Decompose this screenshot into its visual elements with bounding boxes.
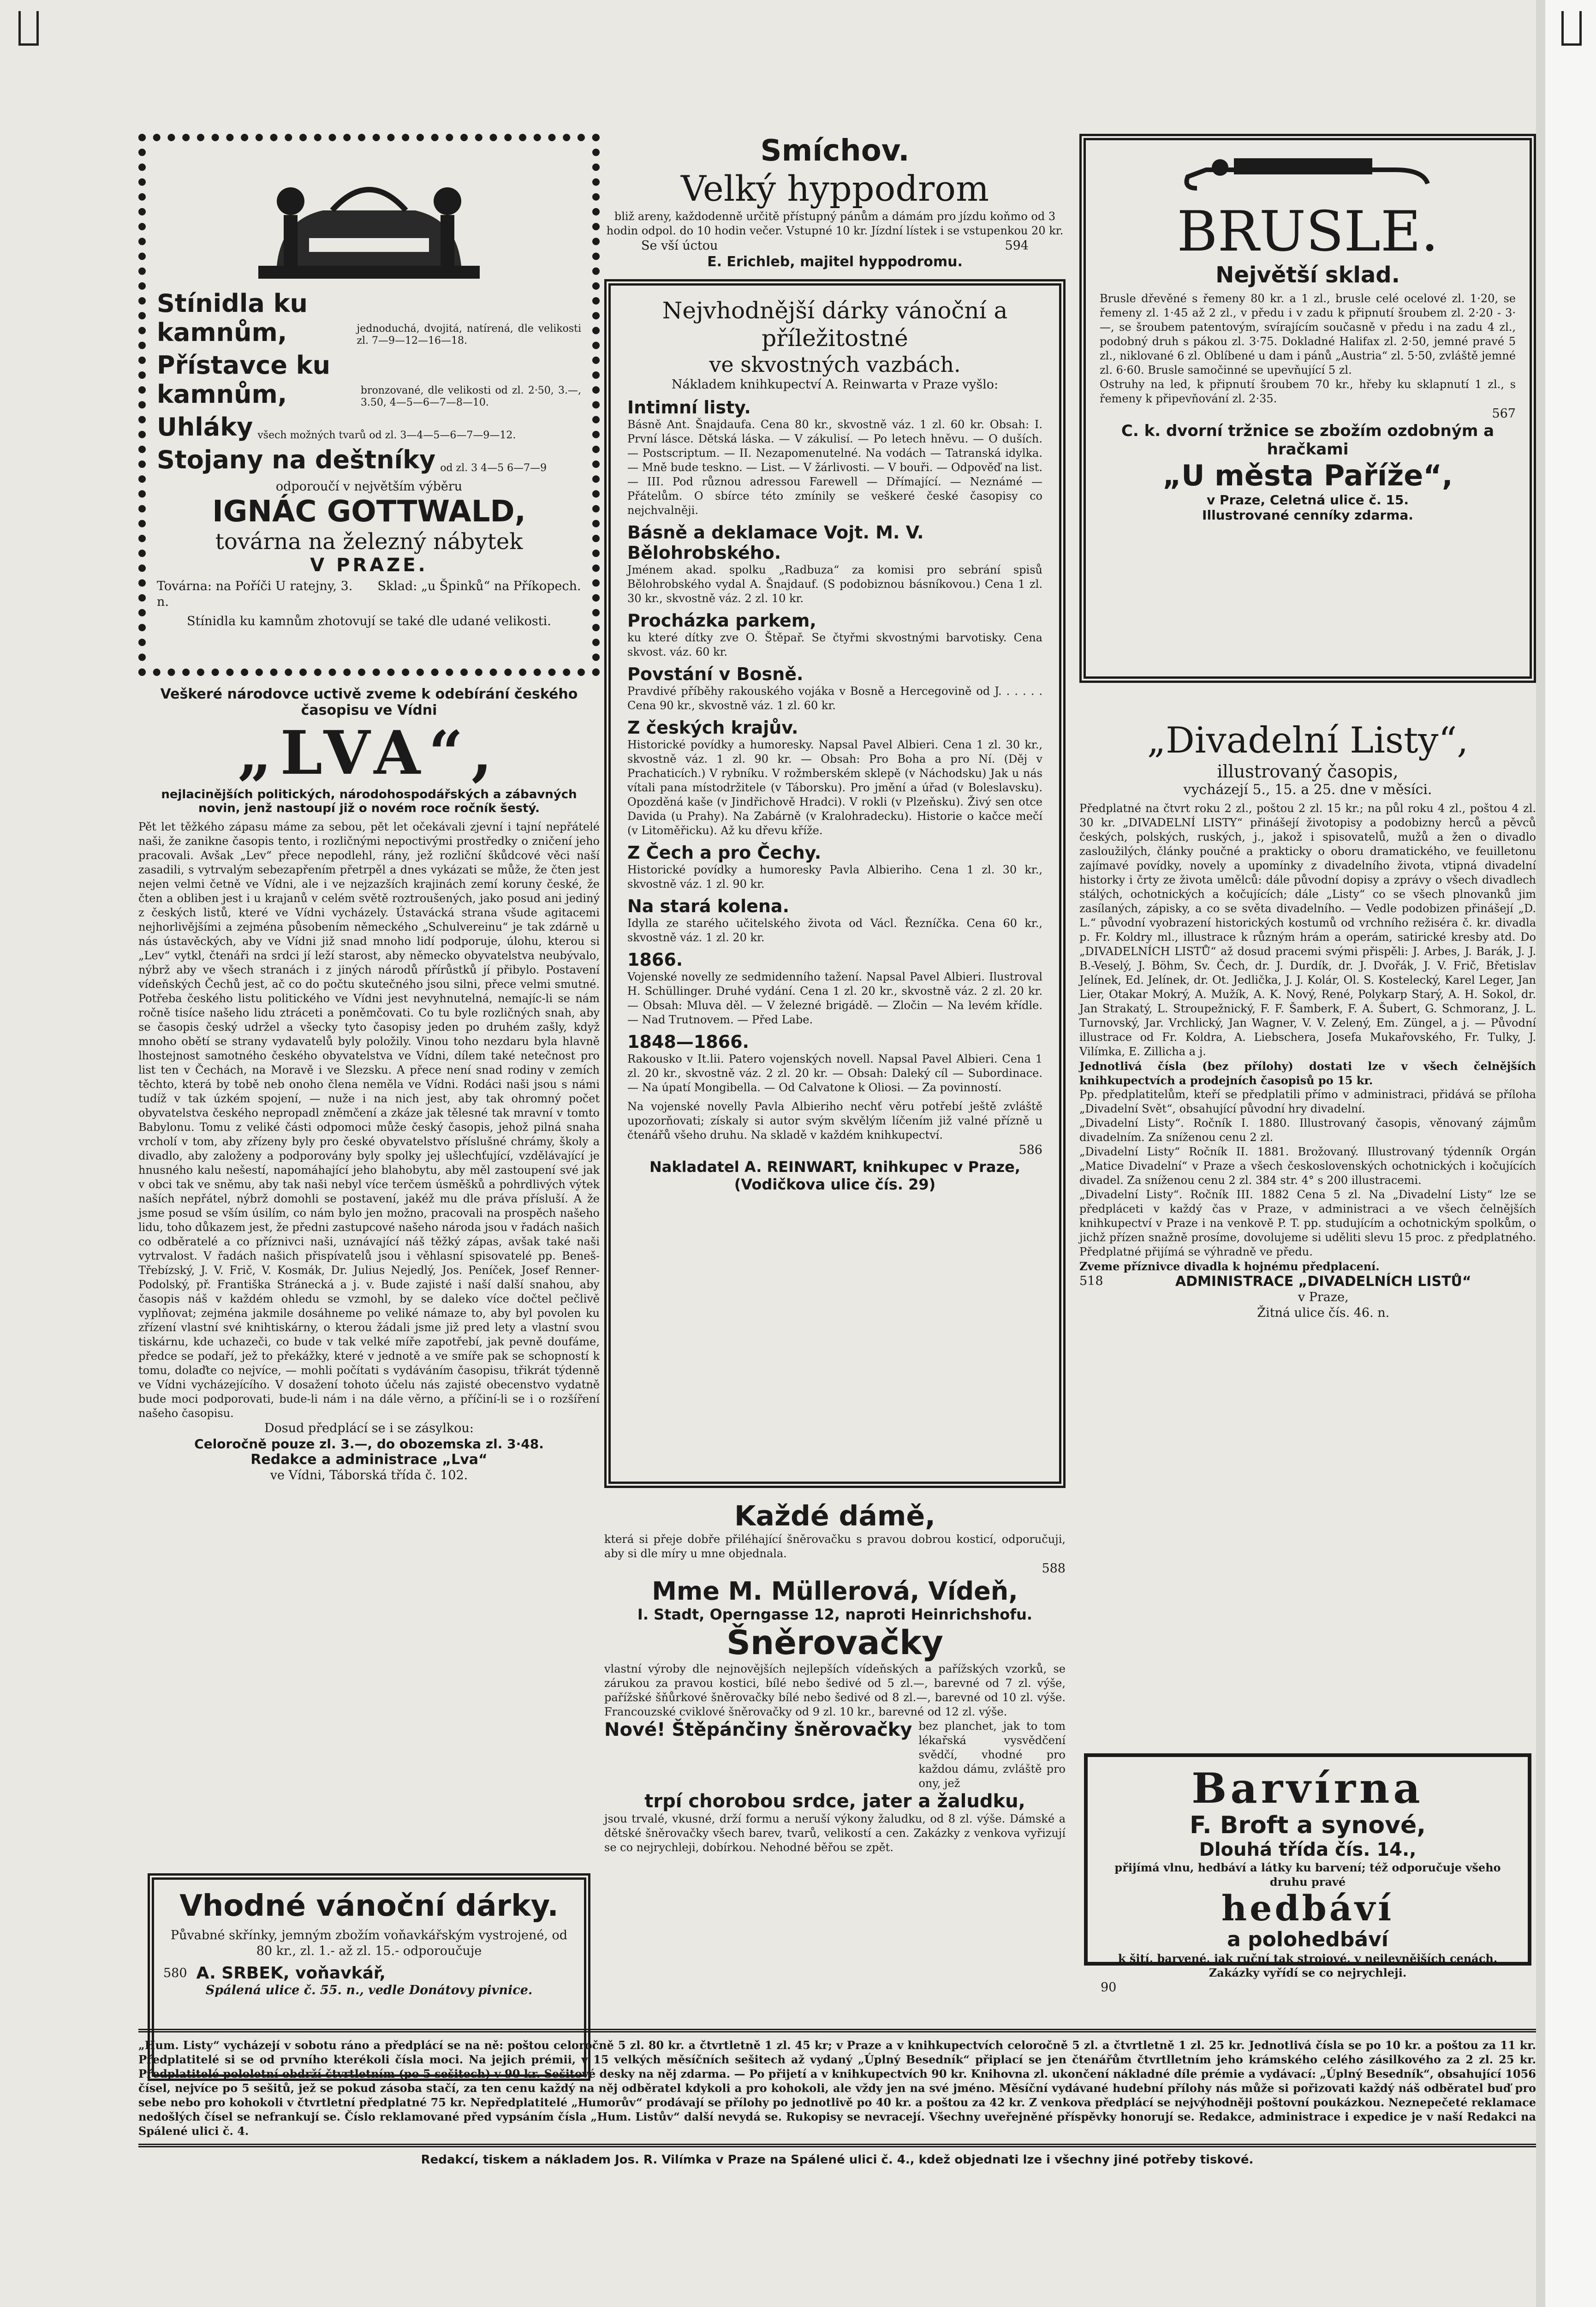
book-entry: [627, 717, 1042, 838]
ad-divadelni-listy: [1079, 720, 1536, 1321]
lva-invite: Veškeré národovce uctivě zveme k odebírání českého časopisu ve Vídni: [160, 686, 578, 718]
book-description: Historické povídky a humoresky Pavla Albieriho. Cena 1 zl. 30 kr., skvostně váz. 1 zl. 90 kr.: [627, 863, 1042, 891]
gottwald-name: IGNÁC GOTTWALD,: [212, 495, 526, 529]
srbek-name: A. SRBEK, voňavkář,: [196, 1964, 386, 1983]
book-description: Jménem akad. spolku „Radbuza“ za komisi pro sebrání spisů Bělohrobského vydal A. Šnajdauf. (S podobiznou básníkovou.) Cena 1 zl. 30 kr., skvostně váz. 2 zl. 10 kr.: [627, 563, 1042, 605]
smichov-body: bliž areny, každodenně určitě přístupný pánům a dámám pro jízdu koňmo od 3 hodin odpol. do 10 hodin večer. Vstupné 10 kr. Jízdní lístek i se vstupenkou 20 kr.: [606, 210, 1064, 237]
footer-text: „Hum. Listy“ vycházejí v sobotu ráno a předplácí se na ně: poštou celoročně 5 zl. 80 kr. a čtvrtletně 1 zl. 45 kr; v Praze a v knihkupectvích celoročně 5 zl. a čtvrtletně 1 zl. 25 kr. Jednotlivá čísla se po 10 kr. a poštou za 11 kr. Předplatitelé si se od prvního kterékoli čísla moci. Na jejich prémii, v 15 velkých měsíčních sešitech až vydaný „Úplný Besedník“ připlací se jen čtenářům čtvrtlletním jeho krámského celého zásilkového za 2 zl. 25 kr. Předplatitelé pololetní obdrží čtvrtletním (po 5 sešitech) v 90 kr. Sešitové desky na něj zdarma. — Po přijetí a v knihkupectvích 90 kr. Knihovna zl. ukončení nákladné díle prémie a vydávací: „Úplný Besedník“, obsahující 1056 čísel, nejvíce po 5 sešitů, jež se pokud zásoba stačí, za ten cenu každý na něj odběratel kdykoli a pro kohokoli, ale vždy jen na své jméno. Měsíční vydávané hudební přílohy nás může si pořizovati každý náš odběratel buď pro sebe nebo pro kohokoli v čtvrtletní předplatné 75 kr. Nepředplatitelé „Humorův“ prodávají se přílohy po jednotlivě po 40 kr. a poštou za 42 kr. Z venkova předplácí se nejvýhodněji poštovní poukázkou. Neznepečeté reklamace nedošlých čísel se nefrankují se. Číslo reklamované před vypsáním čísla „Hum. Listův“ další nevydá se. Rukopisy se nevracejí. Všechny uveřejněné příspěvky honorují se. Redakce, administrace i expedice je v naší Redakci na Spálené ulici č. 4.: [138, 2038, 1536, 2138]
divadelni-sub1: illustrovaný časopis,: [1217, 761, 1399, 782]
page-edge: [1536, 0, 1596, 2307]
divadelni-body: Předplatné na čtvrt roku 2 zl., poštou 2 zl. 15 kr.; na půl roku 4 zl., poštou 4 zl. 30 kr. „DIVADELNÍ LISTY“ přinášejí životopisy a podobizny herců a pěvců českých, polských, ruských, j., jakož i spisovatelů, mužů a žen o divadlo zasloužilých, články poučné a prakticky o oboru dramatického, ve feuilletonu zajímavé povídky, novely a upomínky z divadelního života, vtipná divadelní historky i črty ze života umělců: dále původní dopisy a zprávy o všech divadlech stálých, ochotnických a kočujících; dále „Listy“ co se všech plnovanků jim zasílaných, zápisky, a co se světa divadelního. — Vedle podobizen přinášejí „D. L.“ původní vyobrazení historických kostumů od vrchního režiséra č. kr. divadla p. Fr. Koldry ml., illustrace k různým hrám a operám, satirické kresby atd. Do „DIVADELNÍCH LISTŮ“ až dosud pracemi svými přispěli: J. Arbes, J. Barák, J. J. B.-Veselý, J. Böhm, Sv. Čech, dr. J. Durdík, dr. J. Dvořák, J. V. Frič, Břetislav Jelínek, Ed. Jelínek, dr. Ot. Jedlička, J. J. Kolár, Ol. S. Kostelecký, Karel Leger, Jan Lier, Otakar Mokrý, A. Mužík, A. K. Nový, René, Polykarp Starý, A. H. Sokol, dr. Jan Strakatý, L. Stroupežnický, F. F. Šamberk, F. A. Šubert, G. Schmoranz, J. L. Turnovský, Jar. Vrchlický, Jan Wagner, V. V. Zelený, Em. Züngel, a j. — Původní illustrace od Fr. Koldra, A. Liebschera, Josefa Mukařovského, Fr. Tulky, J. Vilímka, E. Zillicha a j.: [1079, 802, 1536, 1058]
column-2: [604, 134, 1066, 1855]
lva-redakce: Redakce a administrace „Lva“: [250, 1452, 488, 1468]
gottwald-note: Stínidla ku kamnům zhotovují se také dle udané velikosti.: [187, 614, 551, 628]
book-entry: [627, 522, 1042, 606]
skate-icon: [1179, 151, 1437, 202]
divadelni-admin-city: v Praze,: [1298, 1290, 1349, 1304]
brusle-address: v Praze, Celetná ulice č. 15.: [1206, 492, 1409, 508]
ad-lva: [138, 686, 600, 1483]
book-title: 1866.: [627, 950, 683, 970]
book-entry: [627, 664, 1042, 713]
divadelni-title: „Divadelní Listy“,: [1147, 720, 1469, 761]
book-description: Na vojenské novelly Pavla Albieriho nechť věru potřebí ještě zvláště upozorňovati; získaly si autor svým skvělým líčením již valné přízně u čtenářů všeho druhu. Na skladě v každém knihkupectví.: [627, 1100, 1042, 1142]
book-title: Z českých krajův.: [627, 717, 798, 738]
reinwart-subtitle: ve skvostných vazbách.: [709, 352, 961, 377]
gottwald-line3-note: všech možných tvarů od zl. 3—4—5—6—7—9—12.: [257, 430, 516, 441]
mullerova-title: Každé dámě,: [734, 1500, 935, 1532]
smichov-number: 594: [1005, 239, 1029, 253]
divadelni-sub2: vycházejí 5., 15. a 25. dne v měsíci.: [1183, 782, 1432, 798]
barvirna-hedbavi: hedbáví: [1221, 1888, 1394, 1929]
barvirna-sub: a polohedbáví: [1227, 1928, 1388, 1951]
mullerova-disease: trpí chorobou srdce, jater a žaludku,: [644, 1791, 1025, 1812]
footer-divider: [138, 2144, 1536, 2147]
brusle-subtitle: Největší sklad.: [1215, 262, 1400, 288]
ad-gottwald: [138, 134, 600, 676]
book-title: Intimní listy.: [627, 397, 751, 418]
fireplace-ornament-icon: [240, 150, 498, 289]
srbek-number: 580: [163, 1966, 187, 1980]
barvirna-name: F. Broft a synové,: [1189, 1811, 1426, 1839]
book-entry: [627, 397, 1042, 518]
book-entry: [627, 1032, 1042, 1095]
lva-subs-intro: Dosud předplácí se i se zásylkou:: [264, 1421, 474, 1435]
ad-barvirna: [1084, 1753, 1531, 1995]
mullerova-body2: vlastní výroby dle nejnovějších nejlepších vídeňských a pařížských vzorků, se zárukou za pravou kostici, bílé nebo šedivé od 5 zl.—, barevné od 7 zl. výše, pařížské šňůrkové šněrovačky bílé nebo šedivé od 8 zl.—, barevné od 10 zl. výše. Francouzské cviklové šněrovačky od 9 zl. 10 kr., barevné od 12 zl. výše.: [604, 1662, 1066, 1718]
footer: [138, 2023, 1536, 2167]
ad-reinwart: [604, 279, 1066, 1488]
book-description: Rakousko v It.lii. Patero vojenských novell. Napsal Pavel Albieri. Cena 1 zl. 20 kr., skvostně váz. 2 zl. 20 kr. — Obsah: Daleký cíl — Subordinace. — Na úpatí Mongibella. — Od Calvatone k Oliosi. — Za povinností.: [627, 1052, 1042, 1094]
book-description: ku které dítky zve O. Štěpař. Se čtyřmi skvostnými barvotisky. Cena skvost. váz. 60 kr.: [627, 631, 1042, 658]
book-title: Z Čech a pro Čechy.: [627, 843, 822, 863]
gottwald-factory: Továrna: na Poříči U ratejny, 3. n.: [157, 579, 353, 609]
ad-smichov: [604, 134, 1066, 270]
book-entry: [627, 896, 1042, 945]
mullerova-number: 588: [1042, 1561, 1066, 1576]
reinwart-footer: Nakladatel A. REINWART, knihkupec v Praze, (Vodičkova ulice čís. 29): [649, 1158, 1020, 1193]
brusle-body: Brusle dřevěné s řemeny 80 kr. a 1 zl., brusle celé ocelové zl. 1·20, se řemeny zl. 1·45 až 2 zl., v předu i v zadu k připnutí šroubem zl. 2·20 - 3·—, se šroubem patentovým, svírajícím současně v předu i na zadu 4 zl., podobný druh s pákou zl. 3·75. Dokladné Halifax zl. 2·50, jemné pravé 5 zl., niklované 6 zl. Oblíbené u dam i pánů „Austria“ zl. 5·50, zvláště jemné zl. 6·60. Brusle samočinné se upevňující 5 zl.: [1100, 292, 1516, 377]
ad-brusle: [1079, 134, 1536, 683]
barvirna-body2: k šití, barvené, jak ruční tak strojové, v nejlevnějších cenách. Zakázky vyřídí se co nejrychleji.: [1118, 1952, 1498, 1979]
divadelni-invite: Zveme příznivce divadla k hojnému předplacení.: [1079, 1260, 1380, 1273]
divadelni-year2: „Divadelní Listy“ Ročník II. 1881. Brožovaný. Illustrovaný týdenník Orgán „Matice Divadelní“ v Praze a všech československých ochotnických i kočujících divadel. Za sníženou cenu 2 zl. 384 str. 4° s 200 illustracemi.: [1079, 1145, 1536, 1187]
divadelni-year3: „Divadelní Listy“. Ročník III. 1882 Cena 5 zl. Na „Divadelní Listy“ lze se předpláceti v každý čas v Praze, v administraci a ve všech čelnějších knihkupectví v Praze i na venkově P. T. pp. studujícím a ochotnickým spolkům, o jichž přízen snažně prosíme, dovolujeme si uděliti slevu 15 proc. z předplatného. Předplatné přijímá se výhradně ve předu.: [1079, 1188, 1536, 1258]
lva-subs: Celoročně pouze zl. 3.—, do obozemska zl. 3·48.: [194, 1436, 544, 1452]
column-3: [1079, 134, 1536, 1995]
divadelni-single: Jednotlivá čísla (bez přílohy) dostati lze v všech čelnějších knihkupectvích a prodejních časopisů po 15 kr.: [1079, 1059, 1536, 1087]
barvirna-number: 90: [1101, 1980, 1117, 1995]
book-description: Básně Ant. Šnajdaufa. Cena 80 kr., skvostně váz. 1 zl. 60 kr. Obsah: I. První lásce. Dětská láska. — V zákulisí. — Po letech hněvu. — O duších. — Postscriptum. — II. Nezapomenutelné. Na vodách — Tatranská idylka. — Mně bude teskno. — List. — V žárlivosti. — V bouři. — Odpověď na list. — III. Pod různou adressou Farewell — Dřímající. — Neznámé — Přátelům. O sbírce této zmínily se veškeré české časopisy co nejchvalněji.: [627, 418, 1042, 517]
brusle-title: BRUSLE.: [1177, 200, 1439, 264]
gottwald-line4: Stojany na deštníky: [157, 445, 436, 474]
book-entry: [627, 843, 1042, 891]
gottwald-line3: Uhláky: [157, 412, 253, 442]
brusle-ostruhy: Ostruhy na led, k připnutí šroubem 70 kr., hřeby ku sklapnutí 1 zl., s řemeny k připevňování zl. 2·35.: [1100, 378, 1516, 405]
gottwald-line2: Přístavce ku kamnům,: [157, 351, 331, 409]
ad-mullerova: [604, 1500, 1066, 1855]
gottwald-line1: Stínidla ku kamnům,: [157, 289, 308, 347]
column-1: [138, 134, 600, 1997]
reinwart-number: 586: [1018, 1143, 1042, 1157]
smichov-regards: Se vší úctou: [641, 239, 718, 253]
brusle-shop: C. k. dvorní tržnice se zbožím ozdobným a hračkami: [1121, 422, 1495, 459]
mullerova-body3: jsou trvalé, vkusné, drží formu a neruší výkony žaludku, od 8 zl. výše. Dámské a dětské šněrovačky všech barev, tvarů, velikostí a cen. Zakázky z venkova vyřizují se co nejrychleji, dobírkou. Nehodné běřou se zpět.: [604, 1812, 1066, 1854]
mullerova-name: Mme M. Müllerová, Vídeň,: [652, 1577, 1018, 1606]
gottwald-line1-note: jednoduchá, dvojitá, natírená, dle velikosti zl. 7—9—12—16—18.: [357, 323, 581, 347]
barvirna-title: Barvírna: [1191, 1764, 1424, 1813]
smichov-signature: E. Erichleb, majitel hyppodromu.: [707, 254, 963, 270]
smichov-subtitle: Velký hyppodrom: [680, 168, 989, 209]
corner-mark: [18, 11, 39, 46]
lva-subtitle: nejlacinějších politických, národohospodářských a zábavných novin, jenž nastoupí již o novém roce ročník šestý.: [161, 788, 577, 815]
gottwald-firm: továrna na železný nábytek: [215, 529, 523, 555]
brusle-catalog: Illustrované cenníky zdarma.: [1202, 508, 1413, 523]
snerovacky-title: Šněrovačky: [727, 1623, 943, 1662]
book-title: 1848—1866.: [627, 1032, 749, 1052]
lva-body: Pět let těžkého zápasu máme za sebou, pět let očekávali zjevní i tajní nepřátelé naši, že zanikne časopis tento, i rozličnými nepoctivými prostředky o zničení jeho pracovali. Avšak „Lev“ přece nepodlehl, rány, jež rozliční škůdcové věci naší zasadili, s vytrvalým sebezapřením přetrpěl a dnes vykázati se může, že čten jest nejen velmi četně ve Vídni, ale i ve nejzazších krajinách zemí koruny české, že čten a obliben jest i u krajanů v celém světě roztroušených, jako posud ani jediný z českých listů, které ve Vídni vycházely. Ústavácká strana všude agitacemi nejhorlivějšími a zejména působením německého „Schulvereinu“ je tak zdárně u nás ústavěckých, aby ve Vídni již snad mnoho lidí podporuje, úlohu, kterou si „Lev“ vytkl, čtenáři na srdci jí leží starost, aby německo obyvatelstva neubývalo, nýbrž aby ve všech stranách i z jiných národů přírůstků jí přibylo. Postavení vídeňských Čechů jest, ač co do počtu skutečného jsou silni, přece velmi smutné. Potřeba českého listu politického ve Vídni jest nevyhnutelná, nemajíc-li se nám ročně tisíce našeho lidu ztráceti a poněmčovati. Co tu byle rozličných snah, aby se časopis český udržel a všecky tyto časopisy jeden po druhém zašly, když mnoho obětí se strany vydavatelů byly položily. Vinou toho nezdaru byla hlavně lhostejnost samotného českého obyvatelstva ve Vídni, dílem také netečnost pro list ten v Čechách, na Moravě i ve Slezsku. A přece není snad rodiny v zemích těchto, která by tobě neb onoho člena neměla ve Vídni. Rodáci naši jsou s námi tudíž v tak úzkém spojení, — nuže i na nich jest, aby tak ohromný počet obyvatelstva českého nepropadl zněmčení a zkáze jak tělesné tak mravní v tomto Babylonu. Tomu z veliké části odpomoci může český časopis, jehož pilná snaha vrcholí v tom, aby zřízeny byly pro české obyvatelstvo příslušné chrámy, školy a divadlo, aby založeny a podporovány byly spolky jej ušlechťující, vzdělávající je hnusného kalu nešestí, napomáhající jeho blahobytu, aby měl zastoupení své jak v obci tak ve sněmu, aby tak naši nebyl více terčem úsměšků a pohrdlivých výtek naších nepřátel, nýbrž domohli se postavení, jakéž mu dle práva přísluší. A že jsme posud se vším úsilím, co nám bylo jen možno, pracovali na prospěch našeho lidu, toho důkazem jest, že předni zastupcové našeho národa jsou v řadách našich co odběratelé a co příznivci naši, uznávající náš těžký zápas, avšak také naši vytrvalost. V řadách našich přispívatelů jsou i věhlasní spisovatelé pp. Beneš-Třebízský, J. V. Frič, V. Kosmák, Dr. Julius Nejedlý, Jos. Peníček, Josef Renner-Podolský, př. Františka Stránecká a j. v. Bude zajisté i naší další snahou, aby časopis náš v každém ohledu se vzmohl, by se daleko více dočtel pečlivě vyplňovat; zejména jakmile dosáhneme po veliké námaze to, aby byl povolen ku zřízení vlastní své knihtiskárny, o kterou žádali jsme již pred lety a vlastní svou tiskárnu, kde uchazeči, co bude v tak velké míře zapotřebí, jak pevně doufáme, předce se podaří, jež to překážky, které v jednotě a ve smíře pak se schopností k tomu, dolaďte co nejvíce, — mohli počítati s vydáváním časopisu, třikrát týdenně ve Vídni vycházejícího. V dosažení tohoto účelu nás zajisté obecenstvo vydatně bude moci podporovati, bude-li nám i na dále věrno, a příčiní-li se i o rozšíření našeho časopisu.: [138, 820, 600, 1420]
footer-divider: [138, 2029, 1536, 2032]
mullerova-novel-title: Nové! Štěpánčiny šněrovačky: [604, 1719, 912, 1740]
divadelni-admin-address: Žitná ulice čís. 46. n.: [1257, 1306, 1390, 1320]
footer-imprint: Redakcí, tiskem a nákladem Jos. R. Vilímka v Praze na Spálené ulici č. 4., kdež objednati lze i všechny jiné potřeby tiskové.: [421, 2153, 1254, 2167]
book-list: [627, 397, 1042, 1142]
brusle-shop-name: „U města Paříže“,: [1162, 459, 1453, 492]
srbek-title: Vhodné vánoční dárky.: [179, 1889, 559, 1923]
gottwald-store: Sklad: „u Špinků“ na Příkopech.: [377, 579, 581, 593]
srbek-body: Půvabné skřínky, jemným zbožím voňavkářským vystrojené, od 80 kr., zl. 1.- až zl. 15.- odporoučuje: [170, 1928, 568, 1958]
divadelni-year1: „Divadelní Listy“. Ročník I. 1880. Illustrovaný časopis, věnovaný zájmům divadelním. Za sníženou cenu 2 zl.: [1079, 1117, 1536, 1144]
book-description: Pravdivé příběhy rakouského vojáka v Bosně a Hercegovině od J. . . . . . Cena 90 kr., skvostně váz. 1 zl. 60 kr.: [627, 685, 1042, 712]
book-title: Básně a deklamace Vojt. M. V. Bělohrobského.: [627, 522, 924, 563]
divadelni-pp: Pp. předplatitelům, kteří se předplatili přímo v administraci, přidává se příloha „Divadelní Svět“, obsahující původní hry divadelní.: [1079, 1088, 1536, 1115]
barvirna-street: Dlouhá třída čís. 14.,: [1199, 1839, 1417, 1860]
book-description: Idylla ze starého učitelského života od Václ. Řezníčka. Cena 60 kr., skvostně váz. 1 zl. 20 kr.: [627, 917, 1042, 944]
gottwald-line2-note: bronzované, dle velikosti od zl. 2·50, 3.—, 3.50, 4—5—6—7—8—10.: [360, 385, 581, 408]
book-description: Historické povídky a humoresky. Napsal Pavel Albieri. Cena 1 zl. 30 kr., skvostně váz. 1 zl. 90 kr. — Obsah: Pro Boha a pro Ní. (Děj v Prachaticích.) V rybníku. V rožmberském sklepě (v Náchodsku) Jak u nás vítali pana místodržitele (v Táborsku). Pro jmění a úřad (v Boleslavsku). Opozděná kaše (v Jindřichově Hradci). V rokli (v Plzeňsku). Živý sen otce Davida (u Prahy). Na Zabárně (v Kralohradecku). Historie o kačce mečí (v Litoměřicku). Až ku dřevu kříže.: [627, 738, 1042, 837]
mullerova-novel-body: bez planchet, jak to tom lékařská vysvědčení svědčí, vhodné pro každou dámu, zvláště pro ony, jež: [918, 1720, 1066, 1790]
book-description: Vojenské novelly ze sedmidenního tažení. Napsal Pavel Albieri. Ilustroval H. Schüllinger. Druhé vydání. Cena 1 zl. 20 kr., skvostně váz. 2 zl. 20 kr. — Obsah: Mluva děl. — V železné brigádě. — Zločin — Na levém křídle. — Nad Trutnovem. — Před Labe.: [627, 970, 1042, 1026]
divadelni-admin: ADMINISTRACE „DIVADELNÍCH LISTŮ“: [1175, 1273, 1471, 1290]
book-title: Povstání v Bosně.: [627, 664, 804, 684]
book-entry: [627, 950, 1042, 1027]
corner-mark: [1561, 11, 1582, 46]
smichov-title: Smíchov.: [760, 134, 910, 168]
book-title: Procházka parkem,: [627, 610, 816, 631]
gottwald-city: V PRAZE.: [310, 555, 428, 576]
gottwald-line4-note: od zl. 3 4—5 6—7—9: [440, 462, 547, 474]
barvirna-body: přijímá vlnu, hedbáví a látky ku barvení; též odporučuje všeho druhu pravé: [1114, 1861, 1501, 1889]
mullerova-body: která si přeje dobře přiléhající šněrovačku s pravou dobrou kosticí, odporučuji, aby si dle míry u mne objednala.: [604, 1533, 1066, 1560]
brusle-number: 567: [1492, 406, 1516, 421]
srbek-address: Spálená ulice č. 55. n., vedle Donátovy pivnice.: [205, 1983, 533, 1997]
book-entry: [627, 610, 1042, 659]
gottwald-recommend: odporoučí v největším výběru: [275, 479, 463, 494]
lva-address: ve Vídni, Táborská třída č. 102.: [270, 1468, 468, 1482]
book-title: Na stará kolena.: [627, 896, 789, 916]
reinwart-title: Nejvhodnější dárky vánoční a příležitostné: [662, 297, 1008, 352]
divadelni-number: 518: [1079, 1274, 1103, 1288]
mullerova-address: I. Stadt, Operngasse 12, naproti Heinrichshofu.: [637, 1606, 1033, 1623]
reinwart-publisher: Nákladem knihkupectví A. Reinwarta v Praze vyšlo:: [671, 377, 999, 392]
lva-title: „LVA“,: [237, 717, 501, 788]
book-entry: [627, 1100, 1042, 1142]
